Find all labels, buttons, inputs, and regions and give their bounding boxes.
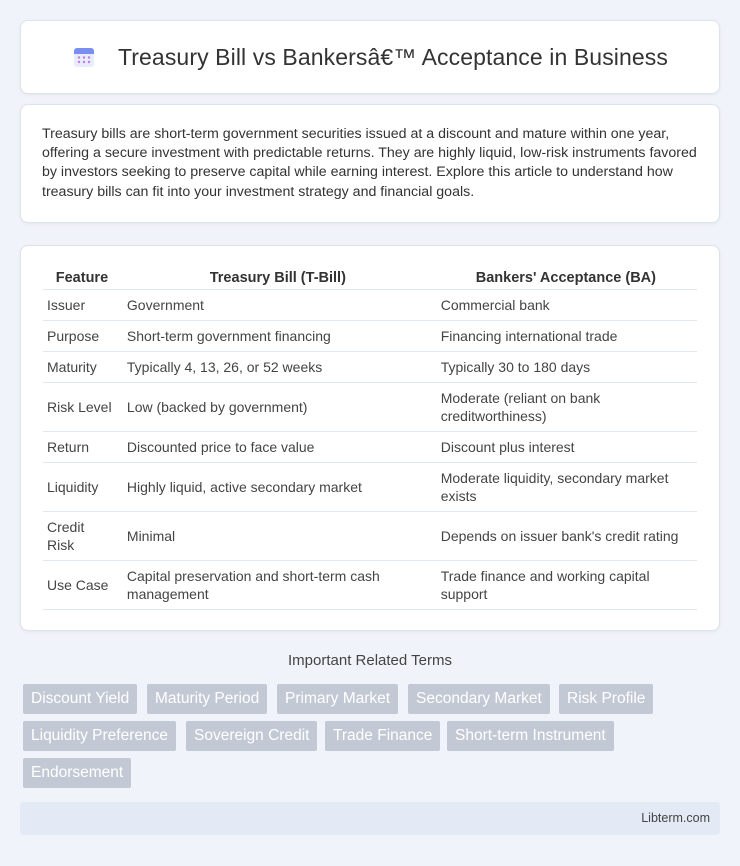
tag-trade-finance[interactable]: Trade Finance <box>325 721 440 751</box>
table-row <box>43 463 697 512</box>
table-row <box>43 383 697 432</box>
row-tbill: Capital preservation and short-term cash management <box>121 561 435 610</box>
header-bankers-acceptance: Bankers' Acceptance (BA) <box>435 266 697 290</box>
row-feature: Return <box>43 432 121 463</box>
row-tbill: Highly liquid, active secondary market <box>121 463 435 512</box>
header-treasury-bill: Treasury Bill (T-Bill) <box>121 266 435 290</box>
related-terms-title: Important Related Terms <box>288 652 452 669</box>
footer <box>20 802 720 835</box>
table-row <box>43 512 697 561</box>
table-row <box>43 290 697 321</box>
footer-site-link[interactable]: Libterm.com <box>641 811 710 825</box>
table-row <box>43 561 697 610</box>
row-ba: Commercial bank <box>435 290 697 321</box>
tag-maturity-period[interactable]: Maturity Period <box>147 684 267 714</box>
row-tbill: Short-term government financing <box>121 321 435 352</box>
tag-sovereign-credit[interactable]: Sovereign Credit <box>186 721 317 751</box>
table-row <box>43 321 697 352</box>
row-ba: Typically 30 to 180 days <box>435 352 697 383</box>
tag-risk-profile[interactable]: Risk Profile <box>559 684 653 714</box>
row-tbill: Government <box>121 290 435 321</box>
tag-endorsement[interactable]: Endorsement <box>23 758 131 788</box>
row-tbill: Typically 4, 13, 26, or 52 weeks <box>121 352 435 383</box>
tag-liquidity-preference[interactable]: Liquidity Preference <box>23 721 176 751</box>
row-feature: Purpose <box>43 321 121 352</box>
row-ba: Discount plus interest <box>435 432 697 463</box>
row-feature: Liquidity <box>43 463 121 512</box>
tag-discount-yield[interactable]: Discount Yield <box>23 684 137 714</box>
row-ba: Depends on issuer bank's credit rating <box>435 512 697 561</box>
intro-text: Treasury bills are short-term government securities issued at a discount and mature within one year, offering a secure investment with predictable returns. They are highly liquid, low-risk instruments favored by investors seeking to preserve capital while earning interest. Explore this article to understand how treasury bills can fit into your investment strategy and financial goals. <box>42 126 697 200</box>
row-feature: Risk Level <box>43 383 121 432</box>
row-feature: Maturity <box>43 352 121 383</box>
row-ba: Financing international trade <box>435 321 697 352</box>
tag-primary-market[interactable]: Primary Market <box>277 684 398 714</box>
row-ba: Trade finance and working capital support <box>435 561 697 610</box>
calendar-icon <box>72 45 96 69</box>
comparison-card <box>20 245 720 631</box>
row-tbill: Minimal <box>121 512 435 561</box>
row-ba: Moderate liquidity, secondary market exists <box>435 463 697 512</box>
comparison-table <box>43 266 697 610</box>
row-tbill: Discounted price to face value <box>121 432 435 463</box>
table-row <box>43 352 697 383</box>
page-title: Treasury Bill vs Bankersâ€™ Acceptance in Business <box>117 43 668 70</box>
table-header-row <box>43 266 697 290</box>
title-card <box>20 20 720 94</box>
row-feature: Credit Risk <box>43 512 121 561</box>
table-row <box>43 432 697 463</box>
row-feature: Use Case <box>43 561 121 610</box>
header-feature: Feature <box>43 266 121 290</box>
tag-short-term-instrument[interactable]: Short-term Instrument <box>447 721 614 751</box>
intro-card <box>20 104 720 223</box>
row-ba: Moderate (reliant on bank creditworthiness) <box>435 383 697 432</box>
row-tbill: Low (backed by government) <box>121 383 435 432</box>
row-feature: Issuer <box>43 290 121 321</box>
tag-secondary-market[interactable]: Secondary Market <box>408 684 550 714</box>
